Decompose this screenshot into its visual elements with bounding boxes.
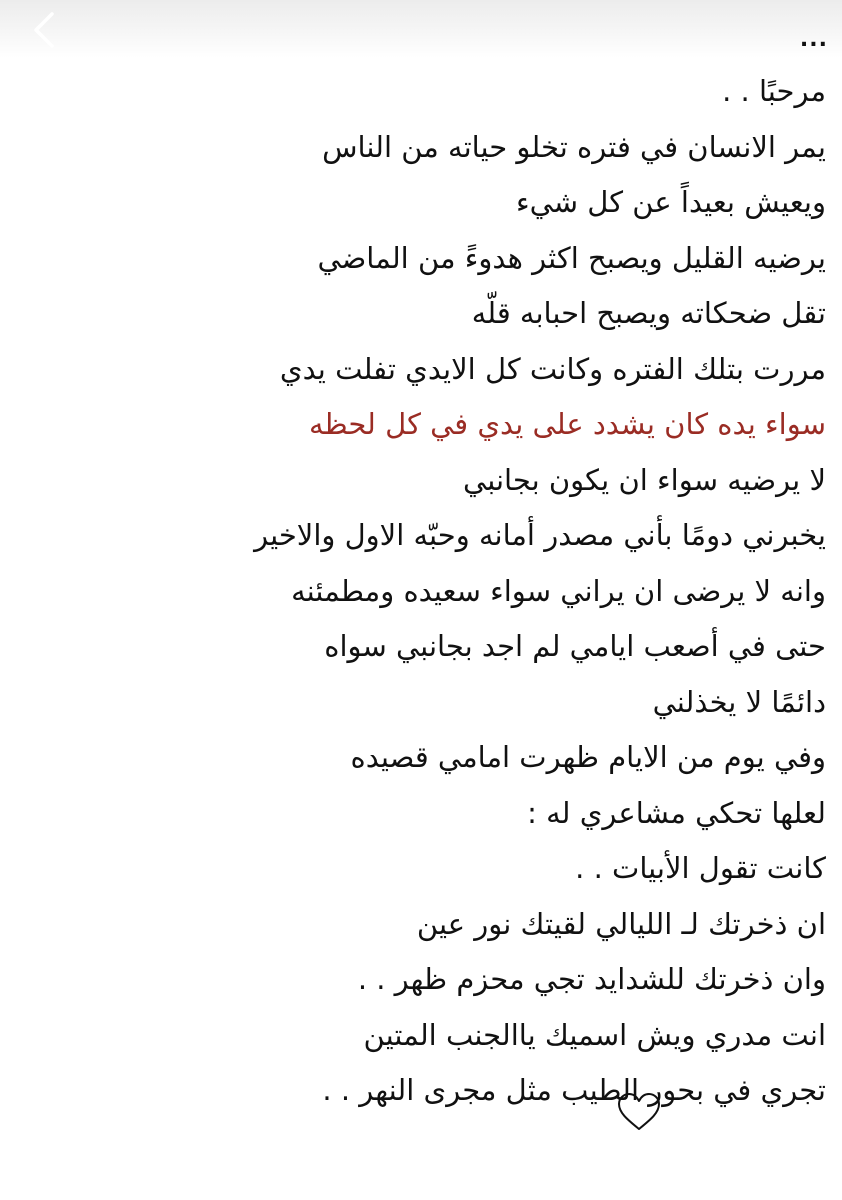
note-line: حتى في أصعب ايامي لم اجد بجانبي سواه <box>324 629 826 663</box>
note-line: وفي يوم من الايام ظهرت امامي قصيده <box>350 740 826 774</box>
top-bar <box>0 0 842 58</box>
heart-outline-icon <box>616 1091 662 1133</box>
note-line: وانه لا يرضى ان يراني سواء سعيده ومطمئنه <box>291 573 826 608</box>
more-options-button[interactable]: ... <box>799 27 828 52</box>
note-line: يرضيه القليل ويصبح اكثر هدوءً من الماضي <box>317 240 826 275</box>
note-line: لا يرضيه سواء ان يكون بجانبي <box>463 462 826 497</box>
chevron-left-icon <box>30 10 58 50</box>
note-line: ان ذخرتك لـ الليالي لقيتك نور عين <box>416 906 826 941</box>
note-line: وان ذخرتك للشدايد تجي محزم ظهر . . <box>357 962 826 996</box>
note-line: مرحبًا . . <box>722 74 826 108</box>
note-line: كانت تقول الأبيات . . <box>575 851 826 885</box>
note-line: ويعيش بعيداً عن كل شيء <box>515 185 826 219</box>
note-line: يخبرني دومًا بأني مصدر أمانه وحبّه الاول والاخير <box>254 518 826 552</box>
note-body <box>36 64 826 1119</box>
note-line: تقل ضحكاته ويصبح احبابه قلّه <box>471 296 826 330</box>
note-line: انت مدري ويش اسميك ياالجنب المتين <box>363 1017 826 1052</box>
back-button[interactable] <box>22 8 66 52</box>
note-line: لعلها تحكي مشاعري له : <box>527 795 826 830</box>
note-line: تجري في بحور الطيب مثل مجرى النهر . . <box>322 1073 826 1107</box>
note-line: يمر الانسان في فتره تخلو حياته من الناس <box>322 129 826 164</box>
note-line: دائمًا لا يخذلني <box>652 684 826 719</box>
note-line: مررت بتلك الفتره وكانت كل الايدي تفلت يدي <box>279 351 826 386</box>
note-line-highlighted: سواء يده كان يشدد على يدي في كل لحظه <box>309 407 826 441</box>
